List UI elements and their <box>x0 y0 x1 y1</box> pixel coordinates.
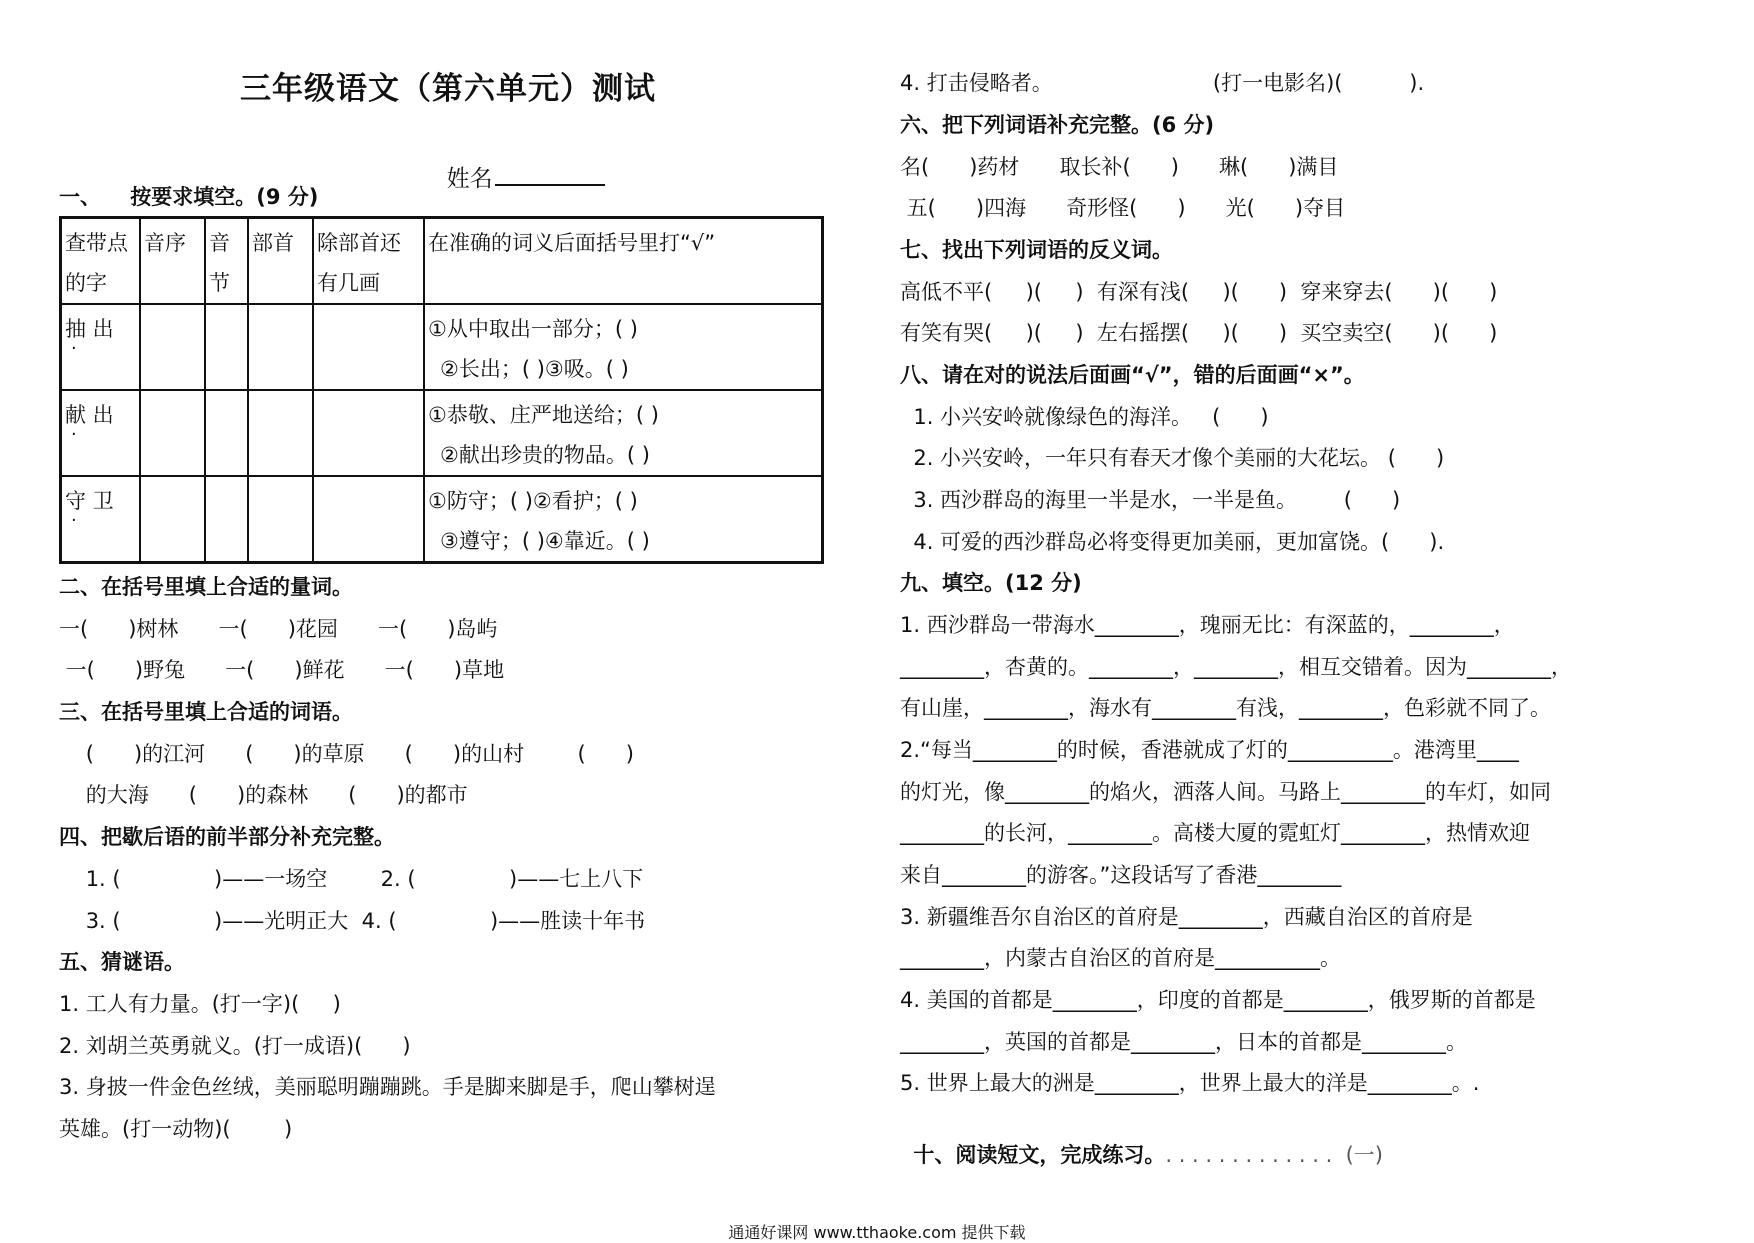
answer-cell[interactable] <box>140 476 205 563</box>
answer-cell[interactable] <box>140 304 205 390</box>
dictionary-table <box>59 216 824 564</box>
meaning-line: ①恭敬、庄严地送给；( ) <box>428 403 659 427</box>
fill-blank-line: ________的长河，________。高楼大厦的霓虹灯________，热情欢迎 <box>900 821 1530 845</box>
fill-blank-line: 来自________的游客。”这段话写了香港________ <box>900 863 1342 887</box>
riddle-line: 英雄。(打一动物)( ) <box>59 1117 293 1141</box>
fill-blank-line: ________，英国的首都是________，日本的首都是________。 <box>900 1030 1467 1054</box>
fill-blank-line: 5. 世界上最大的洲是________，世界上最大的洋是________。. <box>900 1071 1480 1095</box>
meaning-line: ③遵守；( )④靠近。( ) <box>440 529 650 553</box>
name-label: 姓名 <box>446 166 493 192</box>
fill-blank-line: 1. 西沙群岛一带海水________，瑰丽无比：有深蓝的，________， <box>900 613 1515 637</box>
phrase-line: 五( )四海 奇形怪( ) 光( )夺目 <box>900 196 1346 220</box>
measure-word-line: 一( )树林 一( )花园 一( )岛屿 <box>59 617 498 641</box>
riddle-line: 1. 工人有力量。(打一字)( ) <box>59 992 341 1016</box>
riddle-line: 2. 刘胡兰英勇就义。(打一成语)( ) <box>59 1034 411 1058</box>
meaning-line: ②献出珍贵的物品。( ) <box>440 443 650 467</box>
meaning-line: ①防守；( )②看护；( ) <box>428 489 638 513</box>
meaning-cell <box>424 476 823 563</box>
answer-cell[interactable] <box>205 304 248 390</box>
row-word: 献 出 · <box>61 390 141 476</box>
meaning-cell <box>424 390 823 476</box>
table-header: 部首 <box>248 218 313 305</box>
antonym-line: 高低不平( )( ) 有深有浅( )( ) 穿来穿去( )( ) <box>900 280 1498 304</box>
section-9-heading: 九、填空。(12 分) <box>900 571 1082 595</box>
row-word: 守 卫 · <box>61 476 141 563</box>
answer-cell[interactable] <box>248 476 313 563</box>
fill-word-line: ( )的江河 ( )的草原 ( )的山村 ( ) <box>59 742 634 766</box>
table-header: 在准确的词义后面括号里打“√” <box>424 218 823 305</box>
meaning-line: ①从中取出一部分；( ) <box>428 317 638 341</box>
phrase-line: 名( )药材 取长补( ) 琳( )满目 <box>900 155 1339 179</box>
idiom-line: 1. ( )——一场空 2. ( )——七上八下 <box>59 867 644 891</box>
antonym-line: 有笑有哭( )( ) 左右摇摆( )( ) 买空卖空( )( ) <box>900 321 1498 345</box>
section-8-heading: 八、请在对的说法后面画“√”，错的后面画“×”。 <box>900 363 1365 387</box>
answer-cell[interactable] <box>313 304 424 390</box>
measure-word-line: 一( )野兔 一( )鲜花 一( )草地 <box>59 658 505 682</box>
true-false-item: 1. 小兴安岭就像绿色的海洋。 ( ) <box>900 405 1269 429</box>
table-row <box>61 390 823 476</box>
section-1-heading: 一、 按要求填空。(9 分) <box>59 185 319 209</box>
meaning-line: ②长出；( )③吸。( ) <box>440 357 629 381</box>
table-header: 除部首还有几画 <box>313 218 424 305</box>
table-row <box>61 476 823 563</box>
name-blank[interactable] <box>495 162 605 186</box>
answer-cell[interactable] <box>248 390 313 476</box>
table-header: 查带点的字 <box>61 218 141 305</box>
riddle-line: 3. 身披一件金色丝绒，美丽聪明蹦蹦跳。手是脚来脚是手，爬山攀树逞 <box>59 1075 716 1099</box>
section-6-heading: 六、把下列词语补充完整。(6 分) <box>900 113 1215 137</box>
fill-blank-line: 有山崖，________，海水有________有浅，________，色彩就不同了。 <box>900 696 1551 720</box>
fill-blank-line: 4. 美国的首都是________，印度的首都是________，俄罗斯的首都是 <box>900 988 1536 1012</box>
section-7-heading: 七、找出下列词语的反义词。 <box>900 238 1173 262</box>
row-word: 抽 出 · <box>61 304 141 390</box>
answer-cell[interactable] <box>248 304 313 390</box>
answer-cell[interactable] <box>313 476 424 563</box>
fill-word-line: 的大海 ( )的森林 ( )的都市 <box>59 783 468 807</box>
fill-blank-line: ________，内蒙古自治区的首府是__________。 <box>900 946 1341 970</box>
answer-cell[interactable] <box>205 476 248 563</box>
section-10-heading: 十、阅读短文，完成练习。 <box>913 1143 1166 1167</box>
student-name-field[interactable] <box>432 132 605 194</box>
idiom-line: 3. ( )——光明正大 4. ( )——胜读十年书 <box>59 909 646 933</box>
fill-blank-line: 2.“每当________的时候，香港就成了灯的__________。港湾里____ <box>900 738 1519 762</box>
meaning-cell <box>424 304 823 390</box>
section-10-row <box>900 1110 1383 1170</box>
section-3-heading: 三、在括号里填上合适的词语。 <box>59 700 353 724</box>
page-title: 三年级语文（第六单元）测试 <box>240 71 656 107</box>
fill-blank-line: 3. 新疆维吾尔自治区的首府是________，西藏自治区的首府是 <box>900 905 1473 929</box>
answer-cell[interactable] <box>205 390 248 476</box>
table-row <box>61 304 823 390</box>
true-false-item: 2. 小兴安岭，一年只有春天才像个美丽的大花坛。 ( ) <box>900 446 1445 470</box>
table-header: 音节 <box>205 218 248 305</box>
fill-blank-line: 的灯光，像________的焰火，洒落人间。马路上________的车灯，如同 <box>900 780 1551 804</box>
footer-credit: 通通好课网 www.tthaoke.com 提供下载 <box>728 1223 1026 1242</box>
true-false-item: 3. 西沙群岛的海里一半是水，一半是鱼。 ( ) <box>900 488 1401 512</box>
table-header: 音序 <box>140 218 205 305</box>
answer-cell[interactable] <box>140 390 205 476</box>
section-4-heading: 四、把歇后语的前半部分补充完整。 <box>59 825 395 849</box>
section-10-tail: . . . . . . . . . . . . . (一) <box>1165 1143 1383 1167</box>
section-2-heading: 二、在括号里填上合适的量词。 <box>59 575 353 599</box>
answer-cell[interactable] <box>313 390 424 476</box>
true-false-item: 4. 可爱的西沙群岛必将变得更加美丽，更加富饶。( ). <box>900 530 1445 554</box>
fill-blank-line: ________，杏黄的。________，________，相互交错着。因为________， <box>900 655 1572 679</box>
riddle-line: 4. 打击侵略者。 (打一电影名)( ). <box>900 71 1425 95</box>
section-5-heading: 五、猜谜语。 <box>59 950 185 974</box>
